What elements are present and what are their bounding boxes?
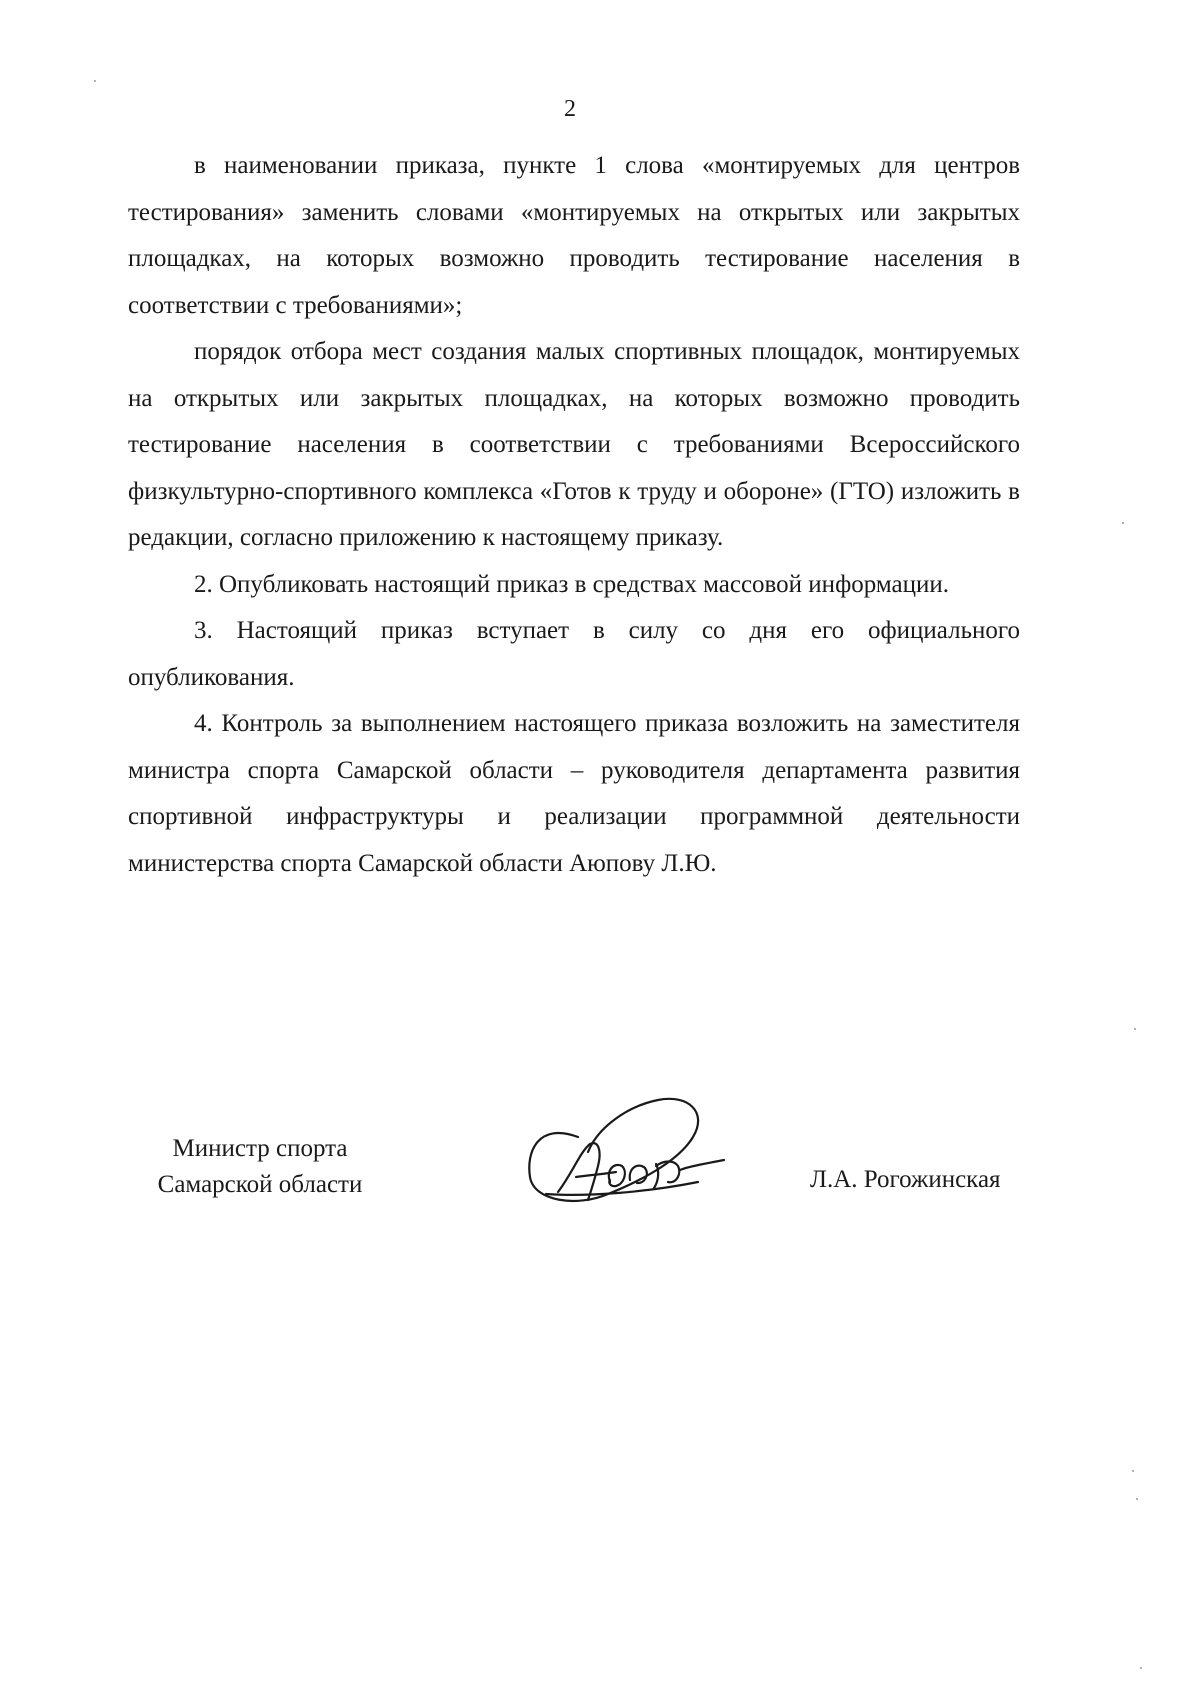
- signatory-position-line-2: Самарской области: [157, 1171, 363, 1198]
- signatory-position: [140, 1131, 380, 1203]
- paragraph-item-3-effective-date: 3. Настоящий приказ вступает в силу со дня его официального опубликования.: [128, 617, 1020, 691]
- page-number: 2: [564, 96, 576, 122]
- scan-speck: [1122, 522, 1124, 524]
- scan-speck: [94, 80, 96, 82]
- handwritten-signature: [518, 1082, 748, 1212]
- signatory-position-line-1: Министр спорта: [172, 1135, 348, 1162]
- scan-speck: [1136, 1498, 1138, 1500]
- paragraph-selection-procedure: порядок отбора мест создания малых спортивных площадок, монтируемых на открытых или закрытых площадках, на которых возможно проводить тестирование населения в соответствии с требованиями Всероссийского физкультурно-спортивного комплекса «Готов к труду и обороне» (ГТО) изложить в редакции, согласно приложению к настоящему приказу.: [128, 338, 1020, 551]
- signatory-name: Л.А. Рогожинская: [810, 1166, 1001, 1193]
- paragraph-amendment-title: в наименовании приказа, пункте 1 слова «монтируемых для центров тестирования» заменить словами «монтируемых на открытых или закрытых площадках, на которых возможно проводить тестирование населения в соответствии с требованиями»;: [128, 152, 1020, 319]
- paragraph-item-2-publish: 2. Опубликовать настоящий приказ в средствах массовой информации.: [194, 570, 950, 598]
- scan-speck: [1140, 1667, 1142, 1669]
- scan-speck: [1134, 1028, 1136, 1030]
- document-body: [128, 143, 1020, 887]
- paragraph-item-4-control: 4. Контроль за выполнением настоящего приказа возложить на заместителя министра спорта Самарской области – руководителя департамента развития спортивной инфраструктуры и реализации программной деятельности министерства спорта Самарской области Аюпову Л.Ю.: [128, 710, 1020, 877]
- scan-speck: [1132, 1470, 1134, 1472]
